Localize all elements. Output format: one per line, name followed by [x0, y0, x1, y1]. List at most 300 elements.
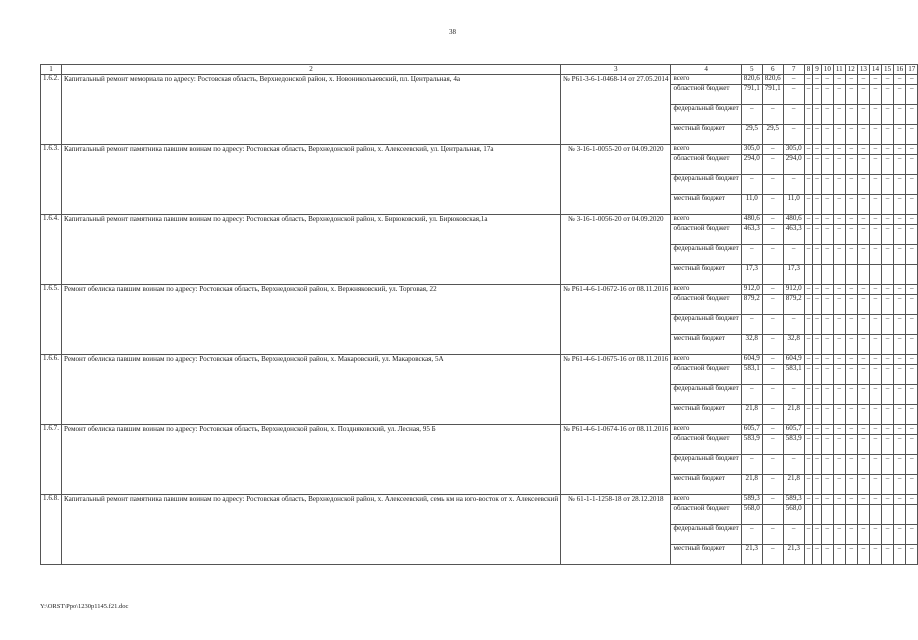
amount-cell: –: [813, 105, 822, 125]
project-id: 1.6.6.: [41, 355, 62, 425]
amount-cell: –: [783, 175, 804, 195]
amount-cell: –: [906, 285, 918, 295]
amount-cell: –: [894, 475, 906, 495]
funding-source: всего: [671, 495, 741, 505]
amount-cell: –: [783, 525, 804, 545]
amount-cell: [821, 265, 833, 285]
amount-cell: –: [813, 175, 822, 195]
amount-cell: [869, 265, 881, 285]
amount-cell: –: [857, 215, 869, 225]
amount-cell: –: [813, 385, 822, 405]
amount-cell: –: [857, 295, 869, 315]
amount-cell: –: [845, 435, 857, 455]
column-header: 13: [857, 65, 869, 75]
table-row: [41, 285, 918, 295]
column-header: 7: [783, 65, 804, 75]
amount-cell: –: [845, 75, 857, 85]
amount-cell: –: [857, 425, 869, 435]
amount-cell: –: [882, 355, 894, 365]
amount-cell: –: [894, 365, 906, 385]
table-row: [41, 75, 918, 85]
funding-source: федеральный бюджет: [671, 315, 741, 335]
amount-cell: [869, 505, 881, 525]
amount-cell: –: [821, 225, 833, 245]
amount-cell: –: [857, 385, 869, 405]
amount-cell: –: [857, 85, 869, 105]
amount-cell: –: [845, 475, 857, 495]
amount-cell: –: [857, 355, 869, 365]
amount-cell: –: [821, 155, 833, 175]
amount-cell: –: [906, 225, 918, 245]
amount-cell: –: [845, 365, 857, 385]
amount-cell: –: [804, 405, 813, 425]
amount-cell: –: [813, 85, 822, 105]
amount-cell: –: [821, 105, 833, 125]
amount-cell: –: [857, 125, 869, 145]
amount-cell: –: [833, 225, 845, 245]
amount-cell: 21,8: [783, 475, 804, 495]
amount-cell: –: [813, 145, 822, 155]
amount-cell: –: [857, 225, 869, 245]
amount-cell: 604,9: [741, 355, 762, 365]
amount-cell: –: [833, 125, 845, 145]
amount-cell: –: [882, 455, 894, 475]
amount-cell: –: [894, 525, 906, 545]
amount-cell: 480,6: [783, 215, 804, 225]
amount-cell: –: [741, 175, 762, 195]
amount-cell: –: [906, 295, 918, 315]
amount-cell: –: [906, 145, 918, 155]
amount-cell: –: [762, 545, 783, 565]
amount-cell: –: [783, 385, 804, 405]
amount-cell: –: [894, 145, 906, 155]
amount-cell: –: [894, 495, 906, 505]
amount-cell: –: [869, 315, 881, 335]
amount-cell: –: [821, 435, 833, 455]
amount-cell: 791,1: [762, 85, 783, 105]
project-id: 1.6.7.: [41, 425, 62, 495]
column-header: 3: [561, 65, 671, 75]
amount-cell: 305,0: [783, 145, 804, 155]
amount-cell: –: [894, 455, 906, 475]
amount-cell: –: [762, 455, 783, 475]
amount-cell: –: [762, 495, 783, 505]
amount-cell: 32,8: [783, 335, 804, 355]
amount-cell: –: [869, 285, 881, 295]
amount-cell: –: [833, 215, 845, 225]
project-description: Ремонт обелиска павшим воинам по адресу: Ростовская область, Верхнедонской район, х. Вержняковский, ул. Торговая, 22: [61, 285, 560, 355]
amount-cell: –: [857, 245, 869, 265]
amount-cell: –: [869, 425, 881, 435]
column-header: 6: [762, 65, 783, 75]
amount-cell: –: [762, 525, 783, 545]
amount-cell: –: [833, 475, 845, 495]
amount-cell: –: [762, 195, 783, 215]
column-header: 10: [821, 65, 833, 75]
amount-cell: –: [833, 195, 845, 215]
amount-cell: –: [869, 125, 881, 145]
amount-cell: –: [845, 145, 857, 155]
project-id: 1.6.3.: [41, 145, 62, 215]
amount-cell: –: [869, 435, 881, 455]
amount-cell: –: [857, 175, 869, 195]
amount-cell: [762, 265, 783, 285]
amount-cell: 583,1: [783, 365, 804, 385]
amount-cell: –: [894, 195, 906, 215]
amount-cell: –: [741, 385, 762, 405]
amount-cell: 568,0: [741, 505, 762, 525]
amount-cell: –: [833, 455, 845, 475]
amount-cell: –: [869, 335, 881, 355]
amount-cell: –: [804, 335, 813, 355]
amount-cell: –: [906, 455, 918, 475]
amount-cell: –: [869, 365, 881, 385]
amount-cell: –: [813, 285, 822, 295]
amount-cell: –: [813, 405, 822, 425]
amount-cell: –: [813, 75, 822, 85]
amount-cell: –: [821, 425, 833, 435]
amount-cell: –: [821, 285, 833, 295]
amount-cell: [906, 505, 918, 525]
amount-cell: –: [804, 455, 813, 475]
funding-source: областной бюджет: [671, 295, 741, 315]
amount-cell: –: [762, 295, 783, 315]
amount-cell: 820,6: [762, 75, 783, 85]
amount-cell: –: [869, 175, 881, 195]
funding-source: федеральный бюджет: [671, 525, 741, 545]
amount-cell: –: [821, 365, 833, 385]
amount-cell: –: [882, 335, 894, 355]
amount-cell: –: [894, 335, 906, 355]
funding-source: всего: [671, 355, 741, 365]
amount-cell: –: [882, 295, 894, 315]
amount-cell: –: [821, 495, 833, 505]
amount-cell: –: [821, 405, 833, 425]
amount-cell: –: [833, 245, 845, 265]
funding-source: областной бюджет: [671, 85, 741, 105]
amount-cell: –: [762, 285, 783, 295]
amount-cell: –: [813, 455, 822, 475]
amount-cell: –: [833, 175, 845, 195]
amount-cell: [857, 505, 869, 525]
amount-cell: –: [882, 245, 894, 265]
amount-cell: –: [894, 245, 906, 265]
amount-cell: –: [882, 105, 894, 125]
amount-cell: 21,3: [783, 545, 804, 565]
amount-cell: –: [906, 405, 918, 425]
amount-cell: –: [857, 405, 869, 425]
amount-cell: –: [833, 435, 845, 455]
amount-cell: –: [804, 285, 813, 295]
amount-cell: –: [882, 525, 894, 545]
amount-cell: –: [845, 85, 857, 105]
amount-cell: 879,2: [741, 295, 762, 315]
project-description: Капитальный ремонт памятника павшим воинам по адресу: Ростовская область, Верхнедонской район, х. Алексеевский, ул. Центральная, 17а: [61, 145, 560, 215]
column-header: 11: [833, 65, 845, 75]
amount-cell: –: [845, 495, 857, 505]
amount-cell: –: [833, 105, 845, 125]
amount-cell: –: [821, 525, 833, 545]
amount-cell: –: [845, 225, 857, 245]
amount-cell: –: [833, 545, 845, 565]
project-expertise: № Р61-4-6-1-0675-16 от 08.11.2016: [561, 355, 671, 425]
funding-source: федеральный бюджет: [671, 455, 741, 475]
amount-cell: –: [882, 385, 894, 405]
amount-cell: –: [906, 365, 918, 385]
amount-cell: [813, 505, 822, 525]
amount-cell: 604,9: [783, 355, 804, 365]
amount-cell: –: [869, 475, 881, 495]
amount-cell: –: [869, 545, 881, 565]
amount-cell: –: [869, 105, 881, 125]
amount-cell: [882, 265, 894, 285]
amount-cell: 463,3: [741, 225, 762, 245]
project-expertise: № Р61-4-6-1-0674-16 от 08.11.2016: [561, 425, 671, 495]
amount-cell: –: [821, 85, 833, 105]
amount-cell: –: [857, 75, 869, 85]
amount-cell: –: [906, 75, 918, 85]
amount-cell: –: [845, 125, 857, 145]
amount-cell: –: [894, 215, 906, 225]
amount-cell: –: [804, 245, 813, 265]
column-header: 17: [906, 65, 918, 75]
amount-cell: –: [741, 525, 762, 545]
amount-cell: –: [833, 385, 845, 405]
amount-cell: –: [882, 285, 894, 295]
amount-cell: [882, 505, 894, 525]
amount-cell: –: [906, 315, 918, 335]
amount-cell: –: [906, 475, 918, 495]
amount-cell: 17,3: [741, 265, 762, 285]
amount-cell: –: [857, 545, 869, 565]
amount-cell: –: [906, 245, 918, 265]
amount-cell: –: [845, 545, 857, 565]
amount-cell: –: [894, 285, 906, 295]
amount-cell: –: [833, 295, 845, 315]
amount-cell: –: [869, 155, 881, 175]
amount-cell: –: [869, 245, 881, 265]
amount-cell: –: [857, 315, 869, 335]
amount-cell: –: [804, 195, 813, 215]
amount-cell: –: [762, 365, 783, 385]
amount-cell: –: [821, 125, 833, 145]
funding-source: областной бюджет: [671, 225, 741, 245]
amount-cell: –: [869, 295, 881, 315]
amount-cell: –: [906, 215, 918, 225]
amount-cell: –: [906, 495, 918, 505]
amount-cell: –: [804, 155, 813, 175]
amount-cell: [833, 505, 845, 525]
amount-cell: –: [906, 425, 918, 435]
amount-cell: –: [882, 85, 894, 105]
amount-cell: –: [906, 355, 918, 365]
amount-cell: –: [804, 105, 813, 125]
amount-cell: 589,3: [741, 495, 762, 505]
amount-cell: –: [882, 425, 894, 435]
amount-cell: –: [813, 225, 822, 245]
amount-cell: –: [894, 225, 906, 245]
amount-cell: –: [833, 365, 845, 385]
amount-cell: –: [762, 435, 783, 455]
amount-cell: –: [845, 335, 857, 355]
amount-cell: –: [869, 495, 881, 505]
amount-cell: –: [762, 155, 783, 175]
table-row: [41, 145, 918, 155]
amount-cell: –: [804, 365, 813, 385]
amount-cell: –: [833, 335, 845, 355]
amount-cell: –: [845, 385, 857, 405]
amount-cell: 29,5: [741, 125, 762, 145]
amount-cell: –: [813, 435, 822, 455]
amount-cell: –: [894, 405, 906, 425]
amount-cell: –: [783, 105, 804, 125]
amount-cell: [894, 265, 906, 285]
amount-cell: –: [762, 225, 783, 245]
amount-cell: –: [894, 385, 906, 405]
amount-cell: –: [906, 385, 918, 405]
amount-cell: –: [869, 525, 881, 545]
amount-cell: –: [869, 225, 881, 245]
amount-cell: –: [762, 385, 783, 405]
amount-cell: –: [906, 335, 918, 355]
amount-cell: –: [804, 495, 813, 505]
funding-source: местный бюджет: [671, 475, 741, 495]
amount-cell: –: [882, 365, 894, 385]
amount-cell: –: [857, 525, 869, 545]
project-description: Ремонт обелиска павшим воинам по адресу: Ростовская область, Верхнедонской район, х. Поздняковский, ул. Лесная, 95 Б: [61, 425, 560, 495]
amount-cell: –: [833, 405, 845, 425]
column-header: 16: [894, 65, 906, 75]
amount-cell: –: [894, 425, 906, 435]
amount-cell: –: [813, 335, 822, 355]
amount-cell: –: [833, 75, 845, 85]
amount-cell: –: [869, 215, 881, 225]
amount-cell: –: [821, 385, 833, 405]
funding-source: областной бюджет: [671, 155, 741, 175]
amount-cell: –: [845, 215, 857, 225]
amount-cell: –: [882, 405, 894, 425]
amount-cell: –: [821, 195, 833, 215]
amount-cell: –: [882, 435, 894, 455]
amount-cell: 11,0: [783, 195, 804, 215]
project-expertise: № 61-1-1-1258-18 от 28.12.2018: [561, 495, 671, 565]
amount-cell: 29,5: [762, 125, 783, 145]
project-expertise: № 3-16-1-0056-20 от 04.09.2020: [561, 215, 671, 285]
project-description: Капитальный ремонт мемориала по адресу: Ростовская область, Верхнедонской район, х. Новоникольаевский, пл. Центральная, 4а: [61, 75, 560, 145]
amount-cell: –: [821, 335, 833, 355]
amount-cell: –: [821, 315, 833, 335]
amount-cell: –: [857, 285, 869, 295]
amount-cell: –: [869, 145, 881, 155]
amount-cell: –: [821, 245, 833, 265]
amount-cell: –: [882, 175, 894, 195]
amount-cell: –: [869, 195, 881, 215]
amount-cell: –: [845, 525, 857, 545]
funding-source: всего: [671, 425, 741, 435]
amount-cell: –: [906, 435, 918, 455]
amount-cell: –: [804, 545, 813, 565]
amount-cell: –: [857, 475, 869, 495]
amount-cell: –: [857, 335, 869, 355]
amount-cell: [894, 505, 906, 525]
amount-cell: –: [906, 155, 918, 175]
column-header: 2: [61, 65, 560, 75]
amount-cell: [845, 265, 857, 285]
amount-cell: 21,8: [741, 475, 762, 495]
amount-cell: –: [762, 355, 783, 365]
amount-cell: –: [821, 145, 833, 155]
amount-cell: –: [804, 85, 813, 105]
amount-cell: 294,0: [741, 155, 762, 175]
funding-source: местный бюджет: [671, 405, 741, 425]
amount-cell: –: [857, 365, 869, 385]
amount-cell: –: [813, 295, 822, 315]
amount-cell: –: [741, 105, 762, 125]
amount-cell: –: [869, 455, 881, 475]
amount-cell: –: [857, 195, 869, 215]
amount-cell: –: [845, 105, 857, 125]
amount-cell: –: [833, 285, 845, 295]
amount-cell: –: [906, 175, 918, 195]
amount-cell: –: [762, 215, 783, 225]
amount-cell: –: [804, 295, 813, 315]
amount-cell: –: [845, 405, 857, 425]
amount-cell: –: [882, 315, 894, 335]
amount-cell: –: [821, 75, 833, 85]
amount-cell: 583,9: [741, 435, 762, 455]
amount-cell: –: [762, 245, 783, 265]
funding-source: местный бюджет: [671, 265, 741, 285]
amount-cell: –: [882, 75, 894, 85]
amount-cell: –: [882, 545, 894, 565]
amount-cell: –: [813, 155, 822, 175]
amount-cell: 589,3: [783, 495, 804, 505]
amount-cell: –: [821, 175, 833, 195]
amount-cell: 583,1: [741, 365, 762, 385]
project-expertise: № Р61-3-6-1-0468-14 от 27.05.2014: [561, 75, 671, 145]
amount-cell: 463,3: [783, 225, 804, 245]
amount-cell: [813, 265, 822, 285]
amount-cell: [833, 265, 845, 285]
amount-cell: –: [804, 475, 813, 495]
amount-cell: –: [894, 155, 906, 175]
amount-cell: –: [869, 385, 881, 405]
amount-cell: –: [833, 85, 845, 105]
table-row: [41, 495, 918, 505]
amount-cell: –: [783, 455, 804, 475]
funding-source: местный бюджет: [671, 125, 741, 145]
amount-cell: –: [783, 315, 804, 335]
table-row: [41, 215, 918, 225]
amount-cell: –: [833, 315, 845, 335]
amount-cell: –: [833, 425, 845, 435]
funding-source: всего: [671, 145, 741, 155]
amount-cell: –: [762, 145, 783, 155]
amount-cell: 568,0: [783, 505, 804, 525]
amount-cell: 17,3: [783, 265, 804, 285]
amount-cell: –: [833, 525, 845, 545]
amount-cell: –: [894, 85, 906, 105]
project-description: Капитальный ремонт памятника павшим воинам по адресу: Ростовская область, Верхнедонской район, х. Бирюковский, ул. Бирюковская,1а: [61, 215, 560, 285]
amount-cell: –: [869, 355, 881, 365]
funding-source: федеральный бюджет: [671, 175, 741, 195]
amount-cell: –: [804, 385, 813, 405]
project-id: 1.6.2.: [41, 75, 62, 145]
funding-source: всего: [671, 215, 741, 225]
amount-cell: –: [882, 125, 894, 145]
amount-cell: –: [894, 295, 906, 315]
amount-cell: –: [906, 545, 918, 565]
